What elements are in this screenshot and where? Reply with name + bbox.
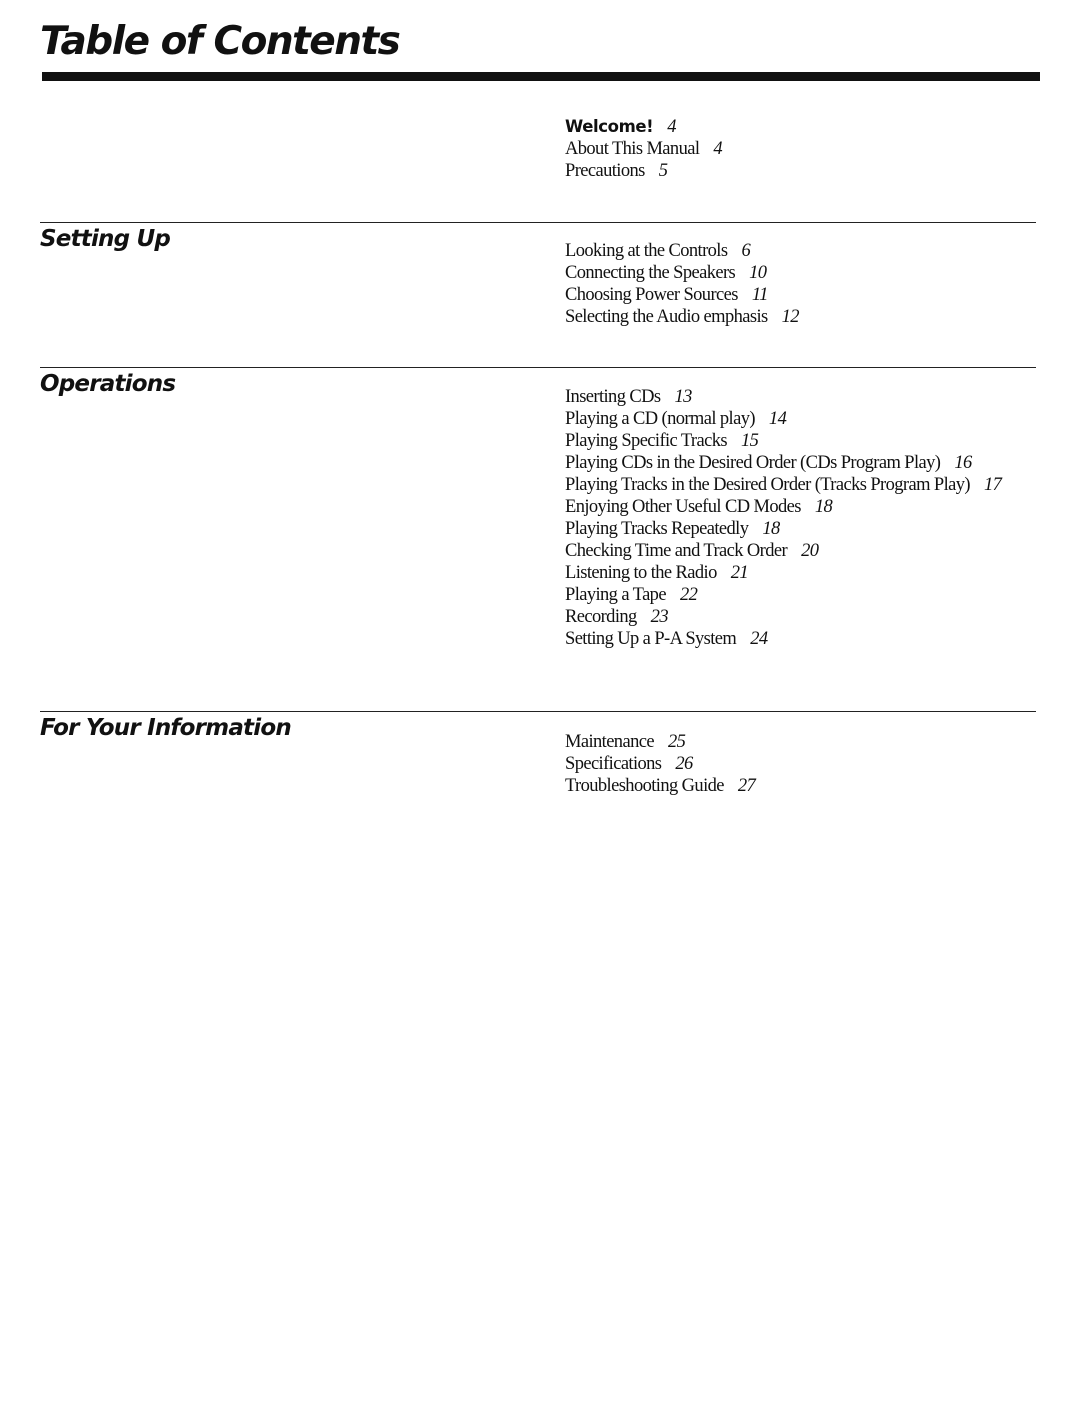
- toc-page-number: 4: [667, 117, 676, 137]
- toc-entry-title: About This Manual: [565, 139, 700, 159]
- toc-entry[interactable]: [565, 628, 1023, 650]
- toc-entry[interactable]: [565, 753, 755, 775]
- toc-entry[interactable]: [565, 584, 1023, 606]
- toc-entry-title: Connecting the Speakers: [565, 263, 736, 283]
- toc-page-number: 21: [730, 563, 749, 583]
- toc-entry[interactable]: [565, 284, 799, 306]
- toc-entry-title: Inserting CDs: [565, 387, 661, 407]
- toc-page-number: 20: [801, 541, 819, 561]
- toc-entry[interactable]: [565, 474, 1023, 496]
- toc-entry[interactable]: [565, 562, 1023, 584]
- toc-entry[interactable]: [565, 240, 799, 262]
- section-heading-for-your-information: For Your Information: [40, 715, 291, 741]
- toc-entry-title: Checking Time and Track Order: [565, 541, 788, 561]
- toc-entry[interactable]: [565, 386, 1023, 408]
- toc-entry-title: Troubleshooting Guide: [565, 776, 724, 796]
- toc-page-number: 24: [750, 629, 768, 649]
- toc-entry-title: Recording: [565, 607, 637, 627]
- toc-entry[interactable]: [565, 408, 1023, 430]
- toc-entry-title: Setting Up a P-A System: [565, 629, 737, 649]
- toc-entry-title: Choosing Power Sources: [565, 285, 738, 305]
- toc-entry-title: Precautions: [565, 161, 645, 181]
- toc-entry[interactable]: [565, 430, 1023, 452]
- toc-page-number: 16: [954, 453, 972, 473]
- toc-page-number: 13: [674, 387, 692, 407]
- toc-entry-title: Playing Tracks in the Desired Order (Tracks Program Play): [565, 475, 970, 495]
- toc-page-number: 15: [740, 431, 759, 451]
- toc-entry[interactable]: [565, 138, 722, 160]
- title-rule: [42, 72, 1040, 81]
- toc-entry[interactable]: [565, 731, 755, 753]
- toc-list-setting-up: [565, 240, 799, 328]
- toc-page-number: 25: [667, 732, 686, 752]
- section-heading-operations: Operations: [40, 371, 176, 397]
- toc-page-number: 23: [650, 607, 668, 627]
- intro-list: [565, 116, 722, 182]
- toc-entry-title: Listening to the Radio: [565, 563, 717, 583]
- toc-page-number: 27: [737, 776, 756, 796]
- toc-entry-title: Playing a CD (normal play): [565, 409, 755, 429]
- toc-entry-title: Playing Tracks Repeatedly: [565, 519, 749, 539]
- toc-page-number: 10: [749, 263, 767, 283]
- section-divider: [40, 222, 1036, 223]
- section-divider: [40, 367, 1036, 368]
- toc-page-number: 26: [675, 754, 693, 774]
- toc-entry[interactable]: [565, 160, 722, 182]
- toc-page-number: 17: [983, 475, 1002, 495]
- toc-list-for-your-information: [565, 731, 755, 797]
- toc-entry-title: Enjoying Other Useful CD Modes: [565, 497, 801, 517]
- toc-entry-title: Playing a Tape: [565, 585, 666, 605]
- toc-entry-title: Maintenance: [565, 732, 654, 752]
- toc-page-number: 6: [741, 241, 751, 261]
- toc-page-number: 5: [658, 161, 668, 181]
- toc-entry-title: Welcome!: [565, 117, 654, 136]
- toc-page-number: 12: [781, 307, 799, 327]
- toc-entry[interactable]: [565, 518, 1023, 540]
- toc-page-number: 4: [713, 139, 723, 159]
- toc-entry-title: Playing CDs in the Desired Order (CDs Program Play): [565, 453, 941, 473]
- toc-entry[interactable]: [565, 496, 1023, 518]
- toc-list-operations: [565, 386, 1023, 650]
- page-title: Table of Contents: [40, 19, 400, 64]
- toc-entry[interactable]: [565, 116, 722, 138]
- toc-entry[interactable]: [565, 452, 1023, 474]
- toc-entry-title: Looking at the Controls: [565, 241, 728, 261]
- toc-entry-title: Playing Specific Tracks: [565, 431, 727, 451]
- toc-page-number: 11: [751, 285, 768, 305]
- toc-page-number: 14: [768, 409, 787, 429]
- toc-entry[interactable]: [565, 606, 1023, 628]
- toc-entry[interactable]: [565, 540, 1023, 562]
- toc-entry-title: Specifications: [565, 754, 662, 774]
- toc-page-number: 18: [814, 497, 833, 517]
- toc-entry-title: Selecting the Audio emphasis: [565, 307, 768, 327]
- toc-page-number: 18: [762, 519, 780, 539]
- toc-entry[interactable]: [565, 306, 799, 328]
- toc-page-number: 22: [679, 585, 698, 605]
- toc-entry[interactable]: [565, 775, 755, 797]
- section-divider: [40, 711, 1036, 712]
- section-heading-setting-up: Setting Up: [40, 226, 171, 252]
- toc-entry[interactable]: [565, 262, 799, 284]
